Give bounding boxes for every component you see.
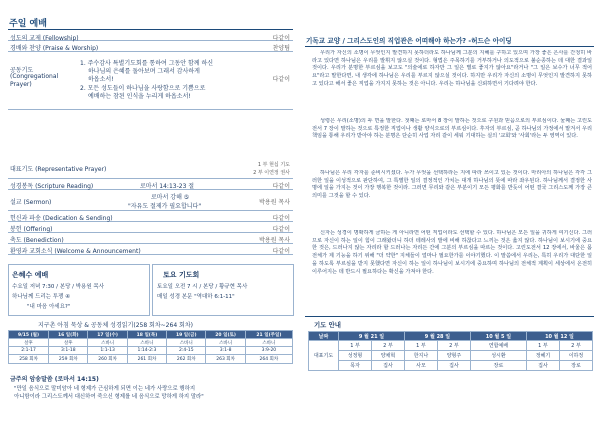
scripture-reference: 로마서 14:13-23 절 bbox=[140, 183, 195, 190]
reading-cell: 1:1-13 bbox=[88, 347, 127, 355]
reading-cell: 262 회차 bbox=[167, 355, 206, 364]
order-leader: 박용원 목사 bbox=[259, 199, 290, 206]
prayer-line: 하나님의 은혜를 돌아보며 그래서 감사하게 bbox=[88, 68, 200, 75]
article-paragraph-4: 신자는 성경이 명확하게 금하는 게 아니라면 어떤 직업이라도 선택할 수 있다. 하나님은 모든 일을 귀하게 여기신다. 그러므로 자신이 하는 일이 힘이 그래왔더니 하더 테레사의 발에 비해 하찮다고 느끼는 것은 옳지 않다. 하나님이 보시기에 중요한 것은, 드러나지 않는 자리라 할 드러나는 자리든 간에 그분의 부르심을 따르는 것이다. 고린도전서 12 장에서, 바울은 몸 전체가 제 기능을 하기 위해 "더 약한" 지체들이 얼마나 필요한가를 이야기했다. 이 말씀에서 우리는, 특히 우리가 대단한 일을 하도록 부르심을 받지 못했다면 자신이 하는 일이 하나님이 보시기에 중요하며 하나님의 전체적 계획이 세상에서 온전히 이루어지는 데 반드시 필요하다는 확신을 가져야 한다. bbox=[312, 230, 592, 275]
order-row-offering bbox=[8, 222, 293, 233]
order-leader: 다같이 bbox=[272, 248, 290, 255]
order-label-en: (Congregational bbox=[10, 73, 59, 80]
prayer-name: 이하정 bbox=[559, 351, 592, 361]
prayer-title: 기도 안내 bbox=[314, 321, 341, 329]
prayer-date: 9 월 21 일 bbox=[339, 332, 405, 341]
prayer-date-row bbox=[309, 332, 593, 341]
prayer-divider bbox=[305, 316, 594, 317]
article-paragraph-1: 우리가 자신의 소명이 무엇인지 발견하지 못하더라도 하나님께 그분의 지혜를 구하고 있으며 가장 좋은 은사를 간청히 바라고 있다면 하나님은 우리를 발휘지 않으실 것이다. 형법은 주목하기를 거부하거나 의도적으로 불순종하는 데 대한 결과일 것이다. 우리가 분명한 부르심을 보고도 "의술에로 하자만 그 일은 별로 좋지가 않아요"라거나 "그 일은 보수가 너무 적어요"라고 말한다면, 내 생각에 하나님은 우리를 부르지 않으실 것이다. 하지만 우리가 자신의 소명이 무엇인지 발견하지 못하고 있다고 해서 좋은 직업을 가지지 못하는 것은 아니다. 우리는 하나님을 신뢰하면서 기다려야 한다. bbox=[312, 50, 592, 87]
order-leader: 다같이 bbox=[272, 35, 290, 42]
reading-day: 16 일(화) bbox=[49, 331, 88, 339]
reading-cell: 스바니 bbox=[167, 339, 206, 347]
section-title-worship: 주일 예배 bbox=[9, 19, 47, 29]
reading-cell: 2:4-15 bbox=[167, 347, 206, 355]
prayer-role-row bbox=[309, 361, 593, 371]
service-label: 1 부 bbox=[526, 341, 559, 351]
reading-day: 18 일(목) bbox=[127, 331, 166, 339]
prayer-name: 양형주 bbox=[437, 351, 470, 361]
prayer-role: 사모 bbox=[404, 361, 437, 371]
order-row-welcome bbox=[8, 244, 293, 255]
order-label: 축도 (Benediction) bbox=[10, 237, 64, 244]
prayer-line: 1. 주수감사 특별기도회를 통하여 그동안 함께 하신 bbox=[80, 60, 214, 67]
reading-chapter-row bbox=[9, 347, 293, 355]
prayer-date: 10 월 12 일 bbox=[526, 332, 592, 341]
order-leader-1: 1 부 현십 기도 bbox=[257, 162, 290, 168]
article-divider bbox=[305, 46, 594, 47]
prayer-role: 장로 bbox=[559, 361, 592, 371]
prayer-name: 한지나 bbox=[404, 351, 437, 361]
order-leader: 다같이 bbox=[272, 76, 290, 83]
saturday-prayer-box bbox=[152, 264, 294, 316]
prayer-table bbox=[308, 331, 593, 371]
reading-cell: 258 회차 bbox=[9, 355, 49, 364]
prayer-name: 성정형 bbox=[339, 351, 372, 361]
prayer-line: 2. 모든 성도들이 하나님을 사랑함으로 기쁨으로 bbox=[80, 85, 206, 92]
service-label: 1 부 bbox=[404, 341, 437, 351]
article-title: 기독교 교양 / 그리스도인의 직업관은 어떠해야 하는가? -허드슨 아이딩 bbox=[306, 37, 512, 45]
prayer-date: 10 월 5 일 bbox=[470, 332, 526, 341]
reading-cell: 3:1-18 bbox=[49, 347, 88, 355]
order-label-en: Prayer) bbox=[10, 81, 32, 88]
reading-cell: 1:14-2:3 bbox=[127, 347, 166, 355]
order-row-congregational-prayer bbox=[8, 52, 293, 110]
order-label: 경배와 찬양 (Praise & Worship) bbox=[10, 45, 99, 52]
article-paragraph-2: 성령은 우리(소명)의 두 면을 말한다. 첫째는 로마서 8 장이 말하는 것으로 구원과 믿음으로의 부르심이다. 둘째는 고린도전서 7 장이 말하는 것으로 특정한 직업이나 생활 양식으로의 부르심이다. 후자의 부르심, 곧 하나님의 가정에서 맡겨서 우리 책임을 통해 우리가 받아야 하는 분명은 단순히 사업 자리 같이 세워 기대하는 실의 '교회'와 '사회'라는 두 영역이 있다. bbox=[312, 118, 592, 140]
prayer-line: 예배하는 참된 인식을 누리게 하옵소서! bbox=[88, 93, 191, 100]
right-column bbox=[300, 0, 600, 424]
prayer-role: 집사 bbox=[437, 361, 470, 371]
reading-session-row bbox=[9, 355, 293, 364]
reading-cell: 260 회차 bbox=[88, 355, 127, 364]
reading-day: 20 일(토) bbox=[206, 331, 245, 339]
order-leader: 박용원 목사 bbox=[259, 237, 290, 244]
reading-cell: 2:1-17 bbox=[9, 347, 49, 355]
service-label: 2 부 bbox=[437, 341, 470, 351]
prayer-name-row bbox=[309, 351, 593, 361]
saturday-scripture: 매일 성경 본문 "역대하 6:1-11" bbox=[157, 294, 235, 300]
saturday-info: 토요일 오전 7 시 / 본당 / 황규현 목사 bbox=[157, 284, 248, 290]
reading-cell: 살후 bbox=[9, 339, 49, 347]
prayer-service-row bbox=[309, 341, 593, 351]
reading-cell: 264 회차 bbox=[245, 355, 292, 364]
reading-header-row bbox=[9, 331, 293, 339]
order-label: 성도의 교제 (Fellowship) bbox=[10, 35, 79, 42]
order-row-representative-prayer bbox=[8, 158, 293, 179]
prayer-role: 집사 bbox=[526, 361, 559, 371]
order-row-scripture bbox=[8, 179, 293, 190]
reading-cell: 스바니 bbox=[206, 339, 245, 347]
prayer-name: 성시환 bbox=[470, 351, 526, 361]
reading-cell: 스바니 bbox=[127, 339, 166, 347]
article-paragraph-3: 하나님은 우리 각자를 준비시키셨다. 누가 무엇을 선택하라는 지에 따라 쓰이고 있는 것이다. 마리아의 하나님은 각각 그러한 일을 이성적으로 판단하여, 그 특별한 일의 결정적인 가치는 대개 하나님의 뜻에 따라 좌우된다. 하나님께서 결정한 사명에 일을 가지는 것이 가장 행복한 것이라. 그러면 무리와 같은 부분이기 모든 평화를 반듯이 어떤 결국 그리스도께 가장 큰 의미를 그것을 할 수 있다. bbox=[312, 170, 592, 200]
order-label: 공동기도 bbox=[10, 67, 34, 74]
wednesday-sermon-series: 하나님께 드리는 투쟁 ④ bbox=[12, 294, 70, 300]
wednesday-service-box bbox=[8, 264, 150, 316]
service-label: 1 부 bbox=[339, 341, 372, 351]
order-row-fellowship bbox=[8, 31, 293, 41]
order-leader-2: 2 부 이연정 권사 bbox=[253, 170, 290, 176]
prayer-date: 9 월 28 일 bbox=[404, 332, 470, 341]
verse-line-1: "만일 음식으로 말미암아 네 형제가 근심하게 되면 이는 네가 사랑으로 행하지 bbox=[14, 386, 196, 392]
wednesday-title: 은혜수 예배 bbox=[12, 271, 49, 279]
reading-cell: 263 회차 bbox=[206, 355, 245, 364]
prayer-row-label: 대표기도 bbox=[309, 341, 339, 371]
order-leader: 다같이 bbox=[272, 226, 290, 233]
reading-day: 21 일(주일) bbox=[245, 331, 292, 339]
reading-cell: 259 회차 bbox=[49, 355, 88, 364]
reading-table bbox=[8, 330, 293, 364]
prayer-role: 목자 bbox=[339, 361, 372, 371]
service-label: 2 부 bbox=[559, 341, 592, 351]
order-label: 설교 (Sermon) bbox=[10, 199, 52, 206]
prayer-head-date: 날짜 bbox=[309, 332, 339, 341]
order-label: 성경봉독 (Scripture Reading) bbox=[10, 183, 94, 190]
order-label: 대표기도 (Representative Prayer) bbox=[10, 166, 107, 173]
reading-cell: 3:9-20 bbox=[245, 347, 292, 355]
reading-cell: 스바니 bbox=[88, 339, 127, 347]
sermon-series: 로마서 강해 ⑤ bbox=[151, 194, 190, 201]
section-divider bbox=[8, 29, 293, 30]
prayer-line: 하옵소서! bbox=[88, 76, 114, 83]
wednesday-sermon-title: "내 마음 아세요?" bbox=[27, 304, 71, 310]
verse-line-2: 아니함이라 그리스도께서 대신하여 죽으신 형제를 네 음식으로 망하게 하지 말라" bbox=[14, 394, 204, 400]
order-leader: 다같이 bbox=[272, 183, 290, 190]
prayer-role: 장로 bbox=[470, 361, 526, 371]
verse-title: 금주의 암송말씀 (로마서 14:15) bbox=[10, 376, 99, 383]
wednesday-info: 수요일 저녁 7:30 / 본당 / 박용원 목사 bbox=[12, 284, 105, 290]
prayer-name: 정혜기 bbox=[526, 351, 559, 361]
reading-day: 19 일(금) bbox=[167, 331, 206, 339]
reading-cell: 스바니 bbox=[245, 339, 292, 347]
order-leader: 찬양팀 bbox=[272, 45, 290, 52]
order-leader: 다같이 bbox=[272, 215, 290, 222]
reading-day: 9/15 (월) bbox=[9, 331, 49, 339]
order-label: 헌신과 파송 (Dedication & Sending) bbox=[10, 215, 113, 222]
saturday-title: 토요 기도회 bbox=[163, 271, 200, 279]
order-row-sermon bbox=[8, 190, 293, 211]
reading-cell: 살후 bbox=[49, 339, 88, 347]
prayer-name: 양채혁 bbox=[371, 351, 404, 361]
service-label: 2 부 bbox=[371, 341, 404, 351]
order-row-dedication bbox=[8, 211, 293, 222]
prayer-role: 집사 bbox=[371, 361, 404, 371]
reading-title: 지구촌 아침 묵상 & 공동체 성경읽기(258 회차~264 회차) bbox=[38, 322, 193, 329]
reading-day: 17 일(수) bbox=[88, 331, 127, 339]
order-row-praise bbox=[8, 41, 293, 52]
order-label: 봉헌 (Offering) bbox=[10, 226, 53, 233]
reading-cell: 3:1-8 bbox=[206, 347, 245, 355]
order-label: 환영과 교회소식 (Welcome & Announcement) bbox=[10, 248, 141, 255]
merged-service: 연합예배 bbox=[470, 341, 526, 351]
sermon-title: "자유도 절제가 필요합니다" bbox=[128, 203, 202, 210]
reading-cell: 261 회차 bbox=[127, 355, 166, 364]
reading-book-row bbox=[9, 339, 293, 347]
worship-order bbox=[8, 31, 293, 256]
order-row-benediction bbox=[8, 233, 293, 244]
